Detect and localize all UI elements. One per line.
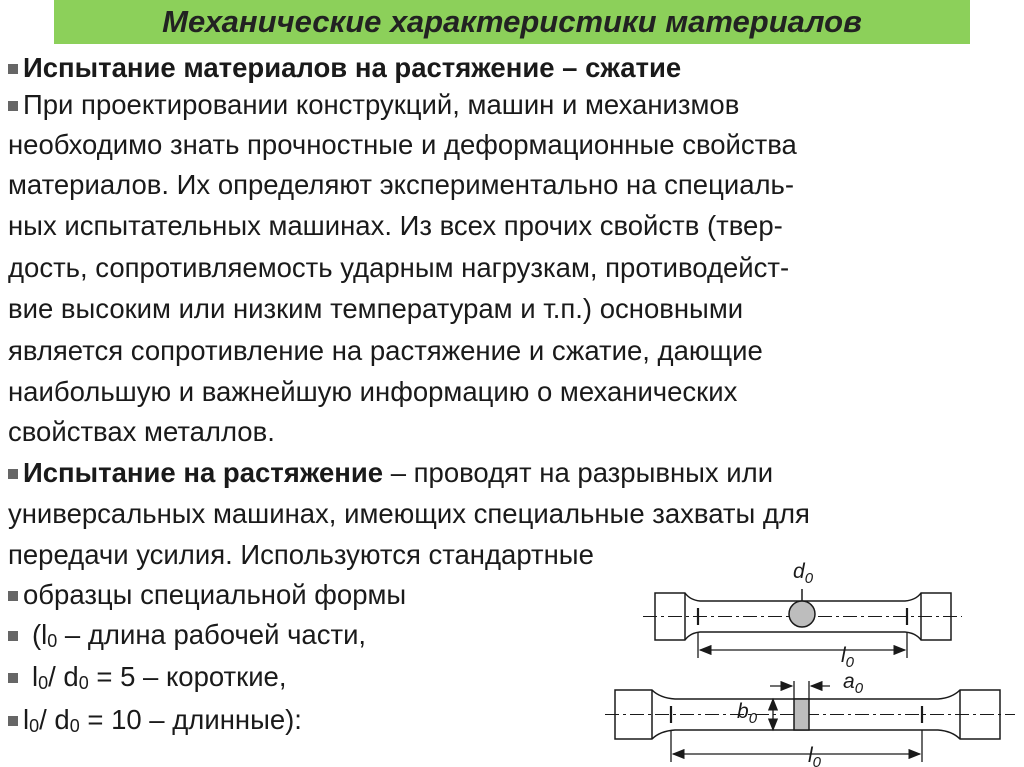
line-3: необходимо знать прочностные и деформационные свойства: [8, 129, 797, 160]
flat-specimen: [605, 690, 1015, 739]
line-8: является сопротивление на растяжение и сжатие, дающие: [8, 335, 763, 366]
formula-subscript: 0: [38, 673, 49, 693]
length-label-bottom: $l_0$: [808, 744, 822, 767]
line-6: дость, сопротивляемость ударным нагрузкам, противодейст-: [8, 252, 790, 283]
formula-text: / d: [48, 661, 79, 692]
line-13: передачи усилия. Используются стандартные: [8, 539, 594, 570]
slide-title: Механические характеристики материалов: [162, 4, 862, 39]
heading-tension-test: Испытание на растяжение: [23, 457, 384, 488]
line-7: вие высоким или низким температурам и т.п.) основными: [8, 293, 744, 324]
line-10: свойствах металлов.: [8, 416, 275, 447]
formula-subscript: 0: [47, 631, 58, 651]
length-label-top: $l_0$: [841, 644, 855, 671]
formula-text: = 5 – короткие,: [88, 661, 287, 692]
formula-text: / d: [39, 704, 70, 735]
formula-text: l: [23, 704, 30, 735]
thickness-label: $a_0$: [843, 670, 864, 697]
tension-test-text: – проводят на разрывных или: [383, 457, 774, 488]
paragraph-text: При проектировании конструкций, машин и механизмов: [23, 89, 740, 120]
specimen-text: образцы специальной формы: [23, 579, 407, 610]
round-specimen-dimensions: [698, 632, 907, 658]
formula-text: = 10 – длинные):: [79, 704, 302, 735]
width-label: $b_0$: [737, 700, 758, 727]
formula-subscript: 0: [29, 716, 40, 736]
line-4: материалов. Их определяют экспериментально на специаль-: [8, 169, 795, 200]
formula-subscript: 0: [78, 673, 89, 693]
heading-tension-compression: Испытание материалов на растяжение – сжатие: [23, 52, 682, 83]
line-9: наибольшую и важнейшую информацию о механических: [8, 376, 738, 407]
formula-text: – длина рабочей части,: [57, 619, 367, 650]
line-12: универсальных машинах, имеющих специальные захваты для: [8, 498, 810, 529]
round-specimen: [643, 589, 962, 640]
formula-text: (l: [32, 619, 48, 650]
formula-text: l: [32, 661, 39, 692]
formula-subscript: 0: [69, 716, 80, 736]
line-5: ных испытательных машинах. Из всех прочих свойств (твер-: [8, 210, 783, 241]
diameter-label: $d_0$: [793, 560, 814, 587]
